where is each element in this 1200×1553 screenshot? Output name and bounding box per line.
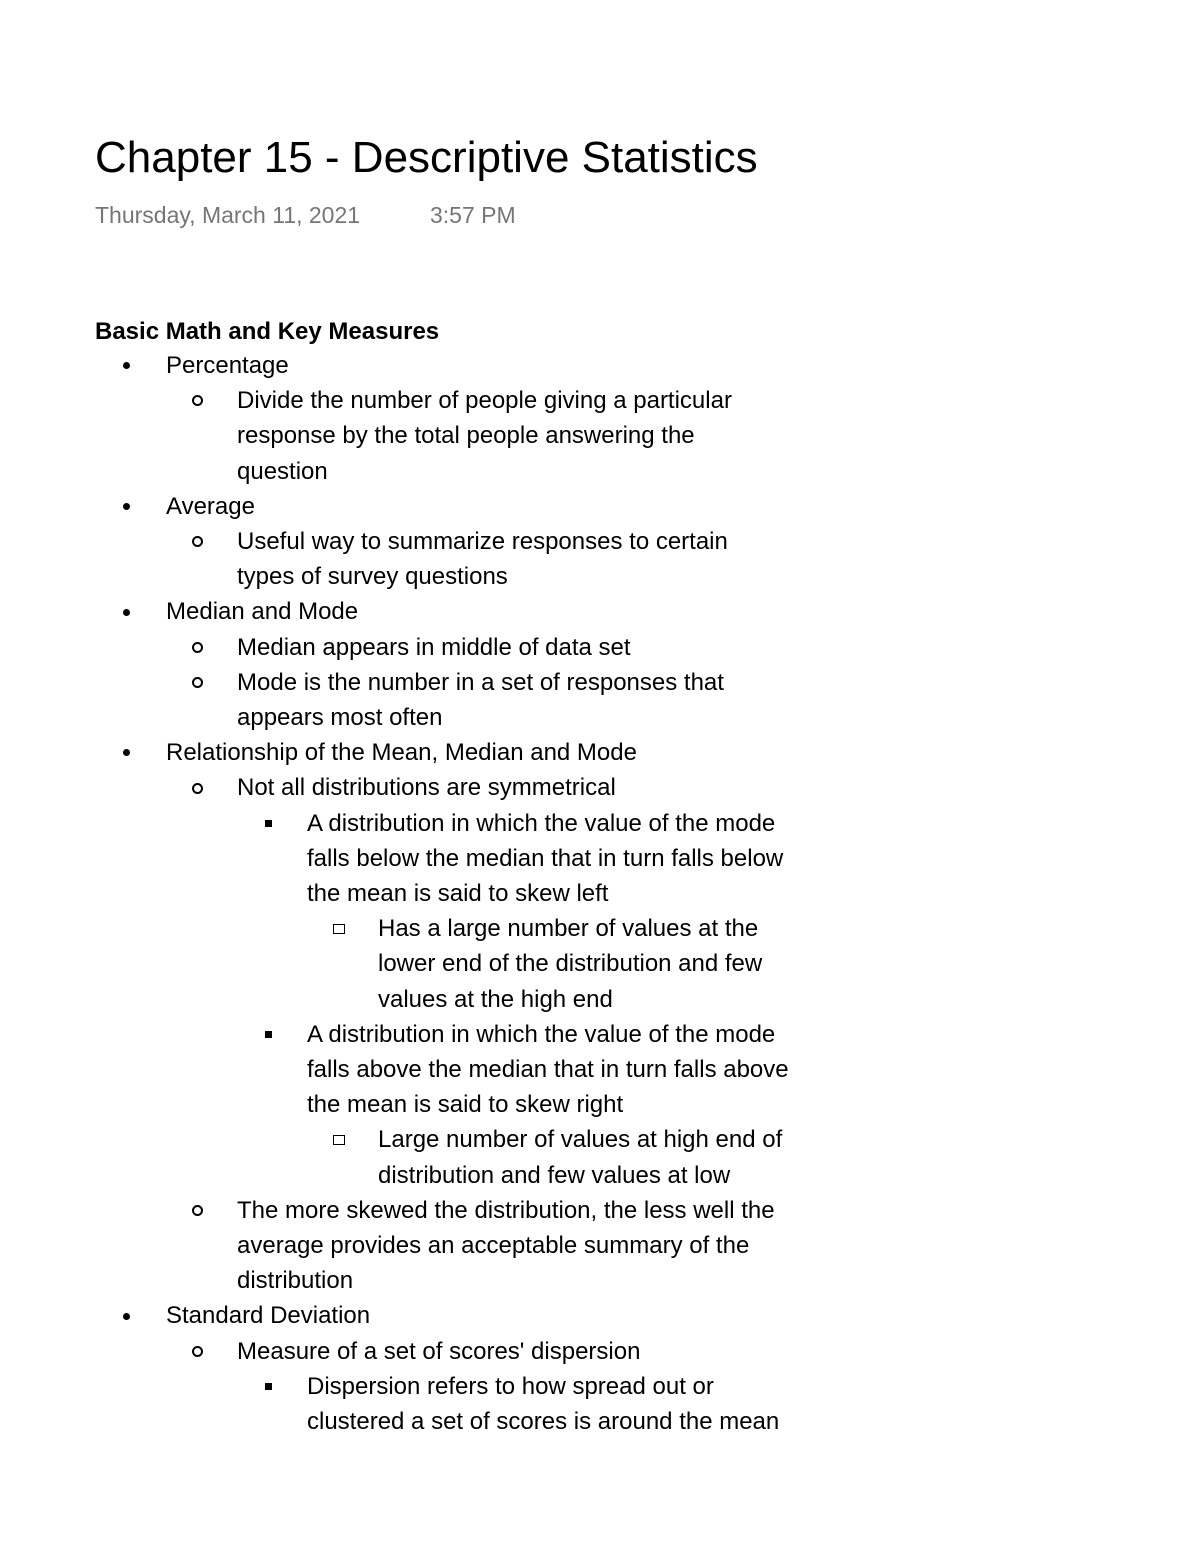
outline-line [95,418,915,453]
bullet-icon [117,735,135,770]
outline-line [95,1017,915,1052]
outline-text: lower end of the distribution and few [378,950,763,978]
hollow-circle-icon [188,524,206,559]
outline-line [95,1193,915,1228]
outline-text: Standard Deviation [166,1302,371,1330]
outline-text: falls above the median that in turn falls above [307,1056,789,1084]
hollow-circle-icon [188,665,206,700]
outline-text: response by the total people answering the [237,422,695,450]
outline-line [95,1158,915,1193]
bullet-icon [117,1298,135,1333]
outline-line [95,383,915,418]
outline-line [95,946,915,981]
outline-text: the mean is said to skew left [307,880,609,908]
outline-line [95,982,915,1017]
outline-line [95,735,915,770]
outline-text: Relationship of the Mean, Median and Mode [166,739,637,767]
outline-text: distribution [237,1267,354,1295]
outline-line [95,1369,915,1404]
outline-text: Mode is the number in a set of responses that [237,668,724,696]
outline-list [95,348,915,1439]
square-bullet-icon [261,1017,275,1052]
outline-line [95,911,915,946]
page-title: Chapter 15 - Descriptive Statistics [95,133,758,182]
outline-text: falls below the median that in turn falls below [307,844,784,872]
outline-text: Not all distributions are symmetrical [237,774,616,802]
section-heading: Basic Math and Key Measures [95,318,440,345]
outline-text: Percentage [166,352,289,379]
square-bullet-icon [261,806,275,841]
outline-text: Median appears in middle of data set [237,633,631,661]
outline-text: A distribution in which the value of the mode [307,1020,776,1048]
hollow-circle-icon [188,1334,206,1369]
outline-line [95,1228,915,1263]
hollow-circle-icon [188,630,206,665]
outline-line [95,700,915,735]
outline-text: Has a large number of values at the [378,915,759,943]
outline-line [95,348,915,383]
outline-text: values at the high end [378,985,613,1013]
outline-line [95,876,915,911]
outline-line [95,454,915,489]
outline-line [95,1404,915,1439]
hollow-circle-icon [188,770,206,805]
bullet-icon [117,489,135,524]
note-date: Thursday, March 11, 2021 [95,202,361,228]
bullet-icon [117,594,135,629]
outline-text: Average [166,492,255,520]
outline-text: Useful way to summarize responses to certain [237,528,728,556]
outline-text: question [237,457,328,485]
hollow-circle-icon [188,1193,206,1228]
hollow-circle-icon [188,383,206,418]
bullet-icon [117,348,135,383]
outline-line [95,841,915,876]
outline-text: Measure of a set of scores' dispersion [237,1337,641,1365]
outline-text: distribution and few values at low [378,1161,731,1189]
outline-line [95,559,915,594]
outline-line [95,1298,915,1333]
square-bullet-icon [261,1369,275,1404]
outline-text: A distribution in which the value of the mode [307,809,776,837]
outline-line [95,630,915,665]
outline-text: Divide the number of people giving a particular [237,387,732,415]
outline-line [95,524,915,559]
outline-line [95,594,915,629]
outline-text: Dispersion refers to how spread out or [307,1372,714,1400]
outline-text: average provides an acceptable summary of the [237,1232,750,1260]
outline-text: The more skewed the distribution, the less well the [237,1196,775,1224]
outline-line [95,770,915,805]
outline-line [95,1334,915,1369]
note-time: 3:57 PM [430,202,516,228]
outline-text: Median and Mode [166,598,359,626]
outline-line [95,1087,915,1122]
outline-line [95,489,915,524]
outline-text: types of survey questions [237,563,508,591]
outline-line [95,806,915,841]
hollow-square-icon [331,911,347,946]
outline-line [95,665,915,700]
outline-line [95,1263,915,1298]
hollow-square-icon [331,1122,347,1157]
outline-text: Large number of values at high end of [378,1126,783,1154]
outline-line [95,1122,915,1157]
outline-text: appears most often [237,704,443,732]
outline-text: clustered a set of scores is around the mean [307,1408,780,1436]
outline-line [95,1052,915,1087]
outline-text: the mean is said to skew right [307,1091,624,1119]
